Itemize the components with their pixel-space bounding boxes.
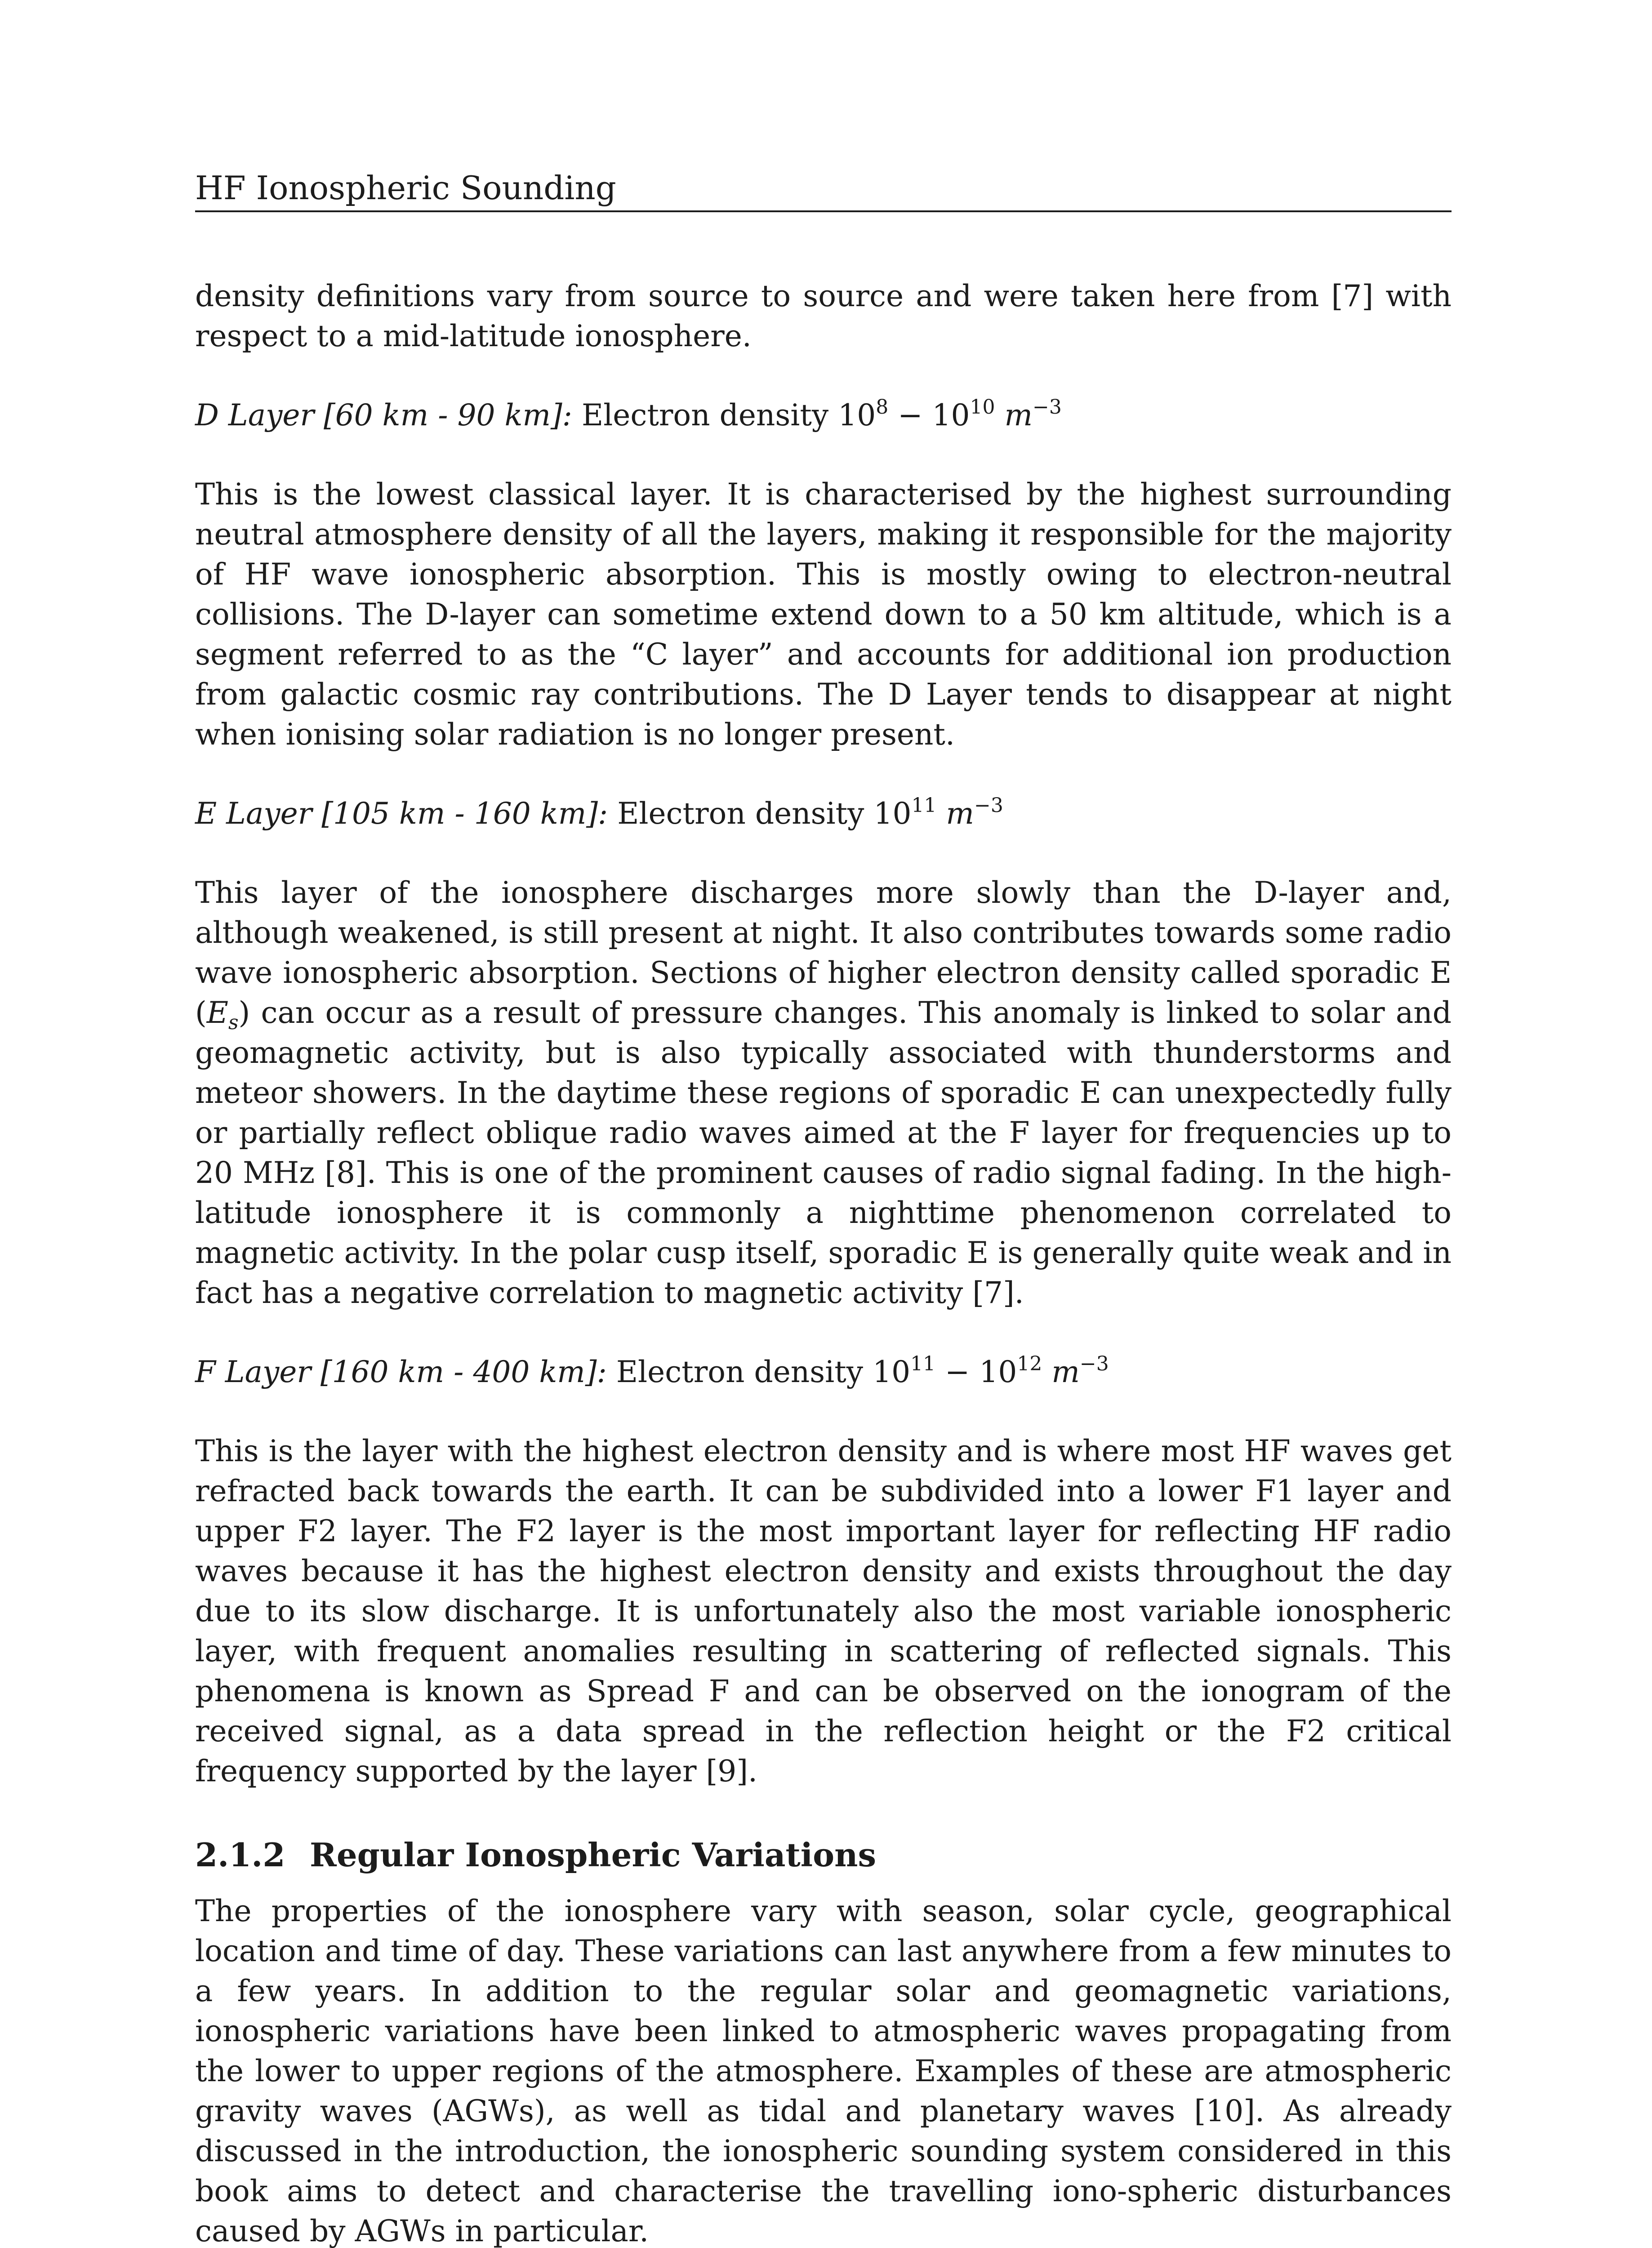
f-layer-density-label: Electron density (616, 1355, 864, 1389)
d-layer-paragraph: This is the lowest classical layer. It is characterised by the highest surrounding neutral atmosphere density of all the layers, making it responsible for the majority of HF wave ionospheric absorption. This is mostly owing to electron-neutral collisions. The D-layer can sometime extend down to a 50 km altitude, which is a segment referred to as the “C layer” and accounts for additional ion production from galactic cosmic ray contributions. The D Layer tends to disappear at night when ionising solar radiation is no longer present. (195, 477, 1452, 752)
d-layer-heading (195, 395, 1452, 435)
d-layer-name: D Layer [60 km - 90 km]: (195, 398, 573, 433)
section-heading (195, 1830, 1452, 1880)
e-layer-paragraph: This layer of the ionosphere discharges more slowly than the D-layer and, although weakened, is still present at night. It also contributes towards some radio wave ionospheric absorption. Sections of higher electron density called sporadic E $(E_s)$ can occur as a result of pressure changes. This anomaly is linked to solar and geomagnetic activity, but is also typically associated with thunderstorms and meteor showers. In the daytime these regions of sporadic E can unexpectedly fully or partially reflect oblique radio waves aimed at the F layer for frequencies up to 20 MHz [8]. This is one of the prominent causes of radio signal fading. In the high-latitude ionosphere it is commonly a nighttime phenomenon correlated to magnetic activity. In the polar cusp itself, sporadic E is generally quite weak and in fact has a negative correlation to magnetic activity [7]. (195, 875, 1452, 1310)
body-text (195, 276, 1452, 2248)
d-layer-density-value: $10^8 - 10^{10}$ $m^{-3}$ (838, 396, 1062, 433)
regular-variations-paragraph: The properties of the ionosphere vary with season, solar cycle, geographical location and time of day. These variations can last anywhere from a few minutes to a few years. In addition to the regular solar and geomagnetic variations, ionospheric variations have been linked to atmospheric waves propagating from the lower to upper regions of the atmosphere. Examples of these are atmospheric gravity waves (AGWs), as well as tidal and planetary waves [10]. As already discussed in the introduction, the ionospheric sounding system considered in this book aims to detect and characterise the travelling iono-spheric disturbances caused by AGWs in particular. (195, 1894, 1452, 2248)
section-title: Regular Ionospheric Variations (310, 1836, 876, 1874)
d-layer-density-label: Electron density (582, 398, 829, 433)
f-layer-paragraph: This is the layer with the highest electron density and is where most HF waves get refracted back towards the earth. It can be subdivided into a lower F1 layer and upper F2 layer. The F2 layer is the most important layer for reflecting HF radio waves because it has the highest electron density and exists throughout the day due to its slow discharge. It is unfortunately also the most variable ionospheric layer, with frequent anomalies resulting in scattering of reflected signals. This phenomena is known as Spread F and can be observed on the ionogram of the received signal, as a data spread in the reflection height or the F2 critical frequency supported by the layer [9]. (195, 1434, 1452, 1789)
running-header: HF Ionospheric Sounding (195, 169, 616, 207)
f-layer-name: F Layer [160 km - 400 km]: (195, 1355, 607, 1389)
sporadic-e-symbol: $E_s$ (206, 995, 239, 1034)
section-number: 2.1.2 (195, 1836, 285, 1874)
e-layer-density-label: Electron density (617, 796, 864, 831)
f-layer-density-value: $10^{11} - 10^{12}$ $m^{-3}$ (873, 1352, 1109, 1389)
header-rule (195, 210, 1452, 212)
f-layer-heading (195, 1352, 1452, 1392)
e-layer-name: E Layer [105 km - 160 km]: (195, 796, 608, 831)
e-layer-heading (195, 794, 1452, 834)
e-layer-density-value: $10^{11}$ $m^{-3}$ (873, 794, 1003, 831)
intro-paragraph: density definitions vary from source to source and were taken here from [7] with respect to a mid-latitude ionosphere. (195, 279, 1452, 353)
